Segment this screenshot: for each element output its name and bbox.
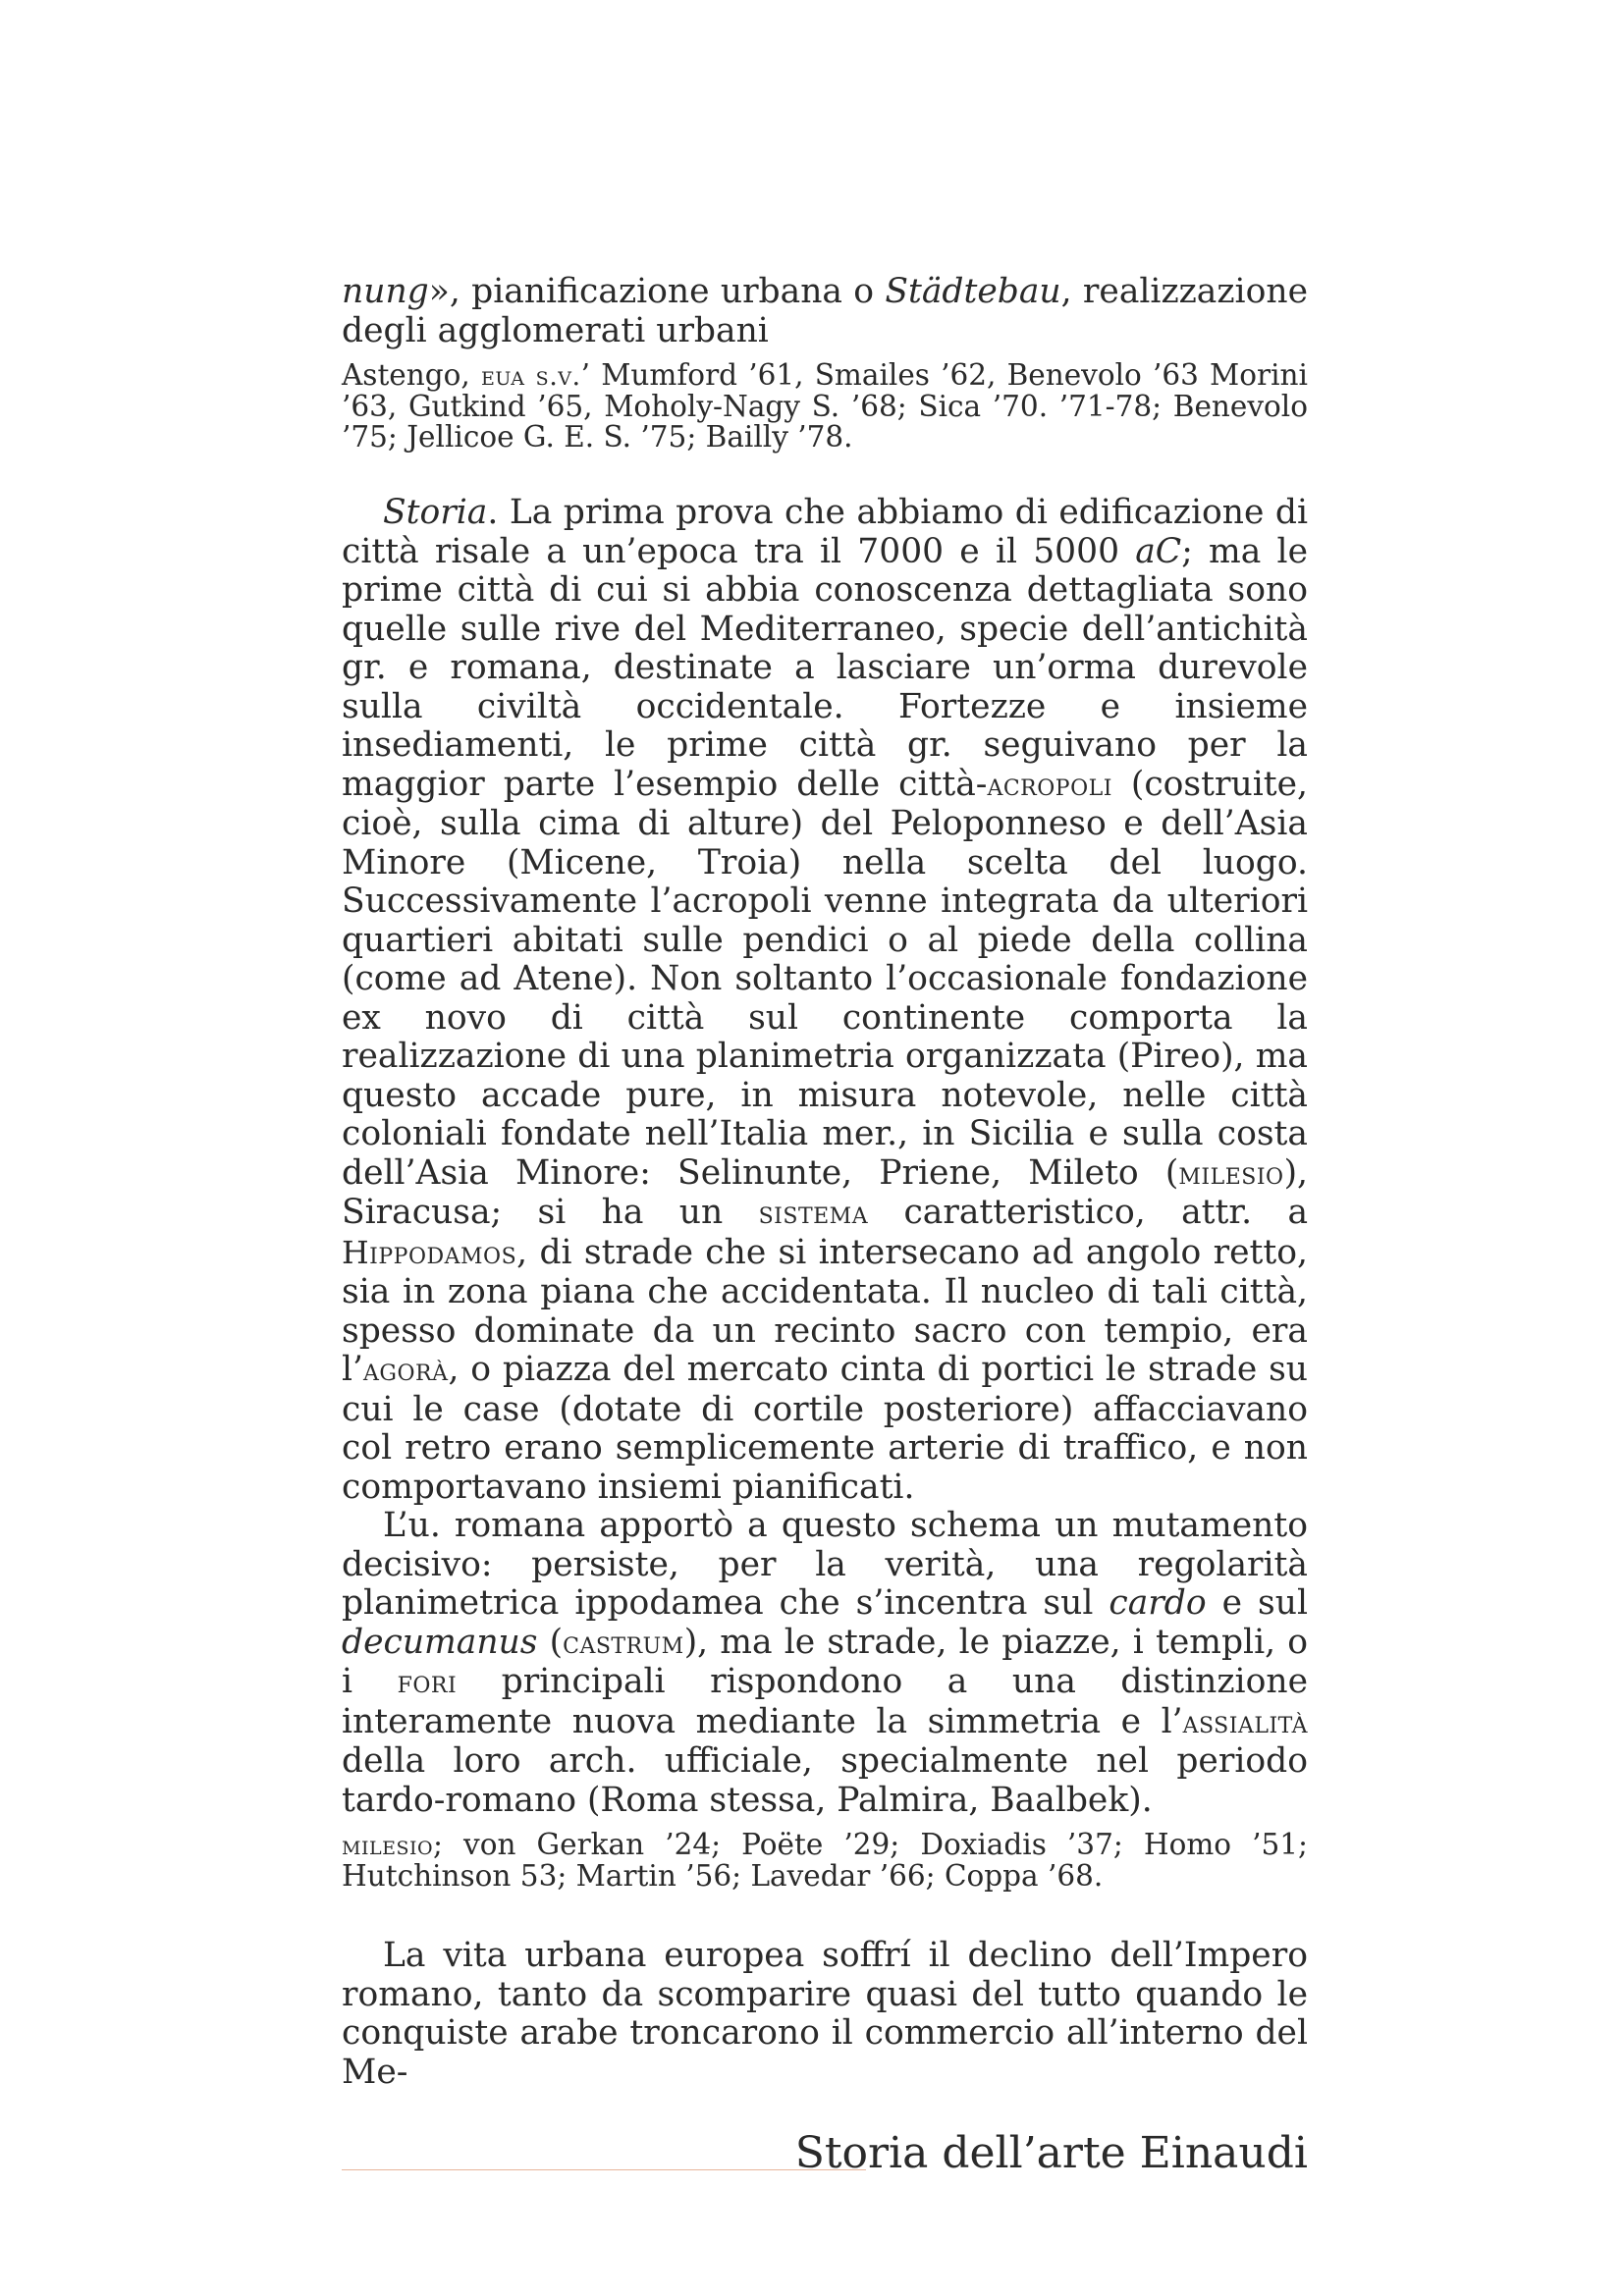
cross-reference: agorà: [363, 1353, 449, 1388]
paragraph-roman: L’u. romana apportò a questo schema un mutamento decisivo: persiste, per la verità, una regolarità planimetrica ippodamea che s’incentra sul cardo e sul decumanus (castrum), ma le strade, le piazze, i templi, o i fori principali rispondono a una distinzione interamente nuova mediante la simmetria e l’assialità della loro arch. ufficiale, specialmente nel periodo tardo-romano (Roma stessa, Palmira, Baalbek).: [342, 1506, 1308, 1820]
cross-reference: Hippodamos: [342, 1235, 517, 1271]
cross-reference: sistema: [758, 1196, 869, 1231]
paragraph-intro: nung», pianificazione urbana o Städtebau, realizzazione degli agglomerati urbani: [342, 272, 1308, 350]
cross-reference: milesio: [342, 1831, 434, 1861]
cross-reference: fori: [397, 1665, 458, 1700]
italic-term: nung: [342, 272, 429, 311]
cross-reference: castrum: [563, 1625, 684, 1661]
page-footer: [342, 2128, 1308, 2183]
footer-divider: [342, 2169, 866, 2170]
italic-term: Städtebau: [885, 272, 1061, 311]
page-body: [342, 273, 1308, 2092]
cross-reference: eua: [480, 361, 525, 392]
cross-reference: acropoli: [987, 767, 1112, 803]
paragraph-medieval: La vita urbana europea soffrí il declino dell’Impero romano, tanto da scomparire quasi del tutto quando le conquiste arabe troncarono il commercio all’interno del Me-: [342, 1936, 1308, 2092]
bibliography-1: Astengo, eua s.v.’ Mumford ’61, Smailes ’62, Benevolo ’63 Morini ’63, Gutkind ’65, Moholy-Nagy S. ’68; Sica ’70. ’71-78; Benevolo ’75; Jellicoe G. E. S. ’75; Bailly ’78.: [342, 358, 1308, 454]
footer-title: Storia dell’arte Einaudi: [794, 2128, 1308, 2178]
cross-reference: assialità: [1182, 1704, 1308, 1740]
section-heading: Storia: [383, 493, 488, 532]
cross-reference: milesio: [1178, 1155, 1284, 1192]
paragraph-storia: Storia. La prima prova che abbiamo di edificazione di città risale a un’epoca tra il 7000 e il 5000 aC; ma le prime città di cui si abbia conoscenza dettagliata sono quelle sulle rive del Mediterraneo, specie dell’antichità gr. e romana, destinate a lasciare un’orma durevole sulla civiltà occidentale. Fortezze e insieme insediamenti, le prime città gr. seguivano per la maggior parte l’esempio delle città-acropoli (costruite, cioè, sulla cima di alture) del Peloponneso e dell’Asia Minore (Micene, Troia) nella scelta del luogo. Successivamente l’acropoli venne integrata da ulteriori quartieri abitati sulle pendici o al piede della collina (come ad Atene). Non soltanto l’occasionale fondazione ex novo di città sul continente comporta la realizzazione di una planimetria organizzata (Pireo), ma questo accade pure, in misura notevole, nelle città coloniali fondate nell’Italia mer., in Sicilia e sulla costa dell’Asia Minore: Selinunte, Priene, Mileto (milesio), Siracusa; si ha un sistema caratteristico, attr. a Hippodamos, di strade che si intersecano ad angolo retto, sia in zona piana che accidentata. Il nucleo di tali città, spesso dominate da un recinto sacro con tempio, era l’agorà, o piazza del mercato cinta di portici le strade su cui le case (dotate di cortile posteriore) affacciavano col retro erano semplicemente arterie di traffico, e non comportavano insiemi pianificati.: [342, 493, 1309, 1507]
bibliography-2: milesio; von Gerkan ’24; Poëte ’29; Doxiadis ’37; Homo ’51; Hutchinson 53; Martin ’56; Lavedar ’66; Coppa ’68.: [342, 1828, 1308, 1893]
